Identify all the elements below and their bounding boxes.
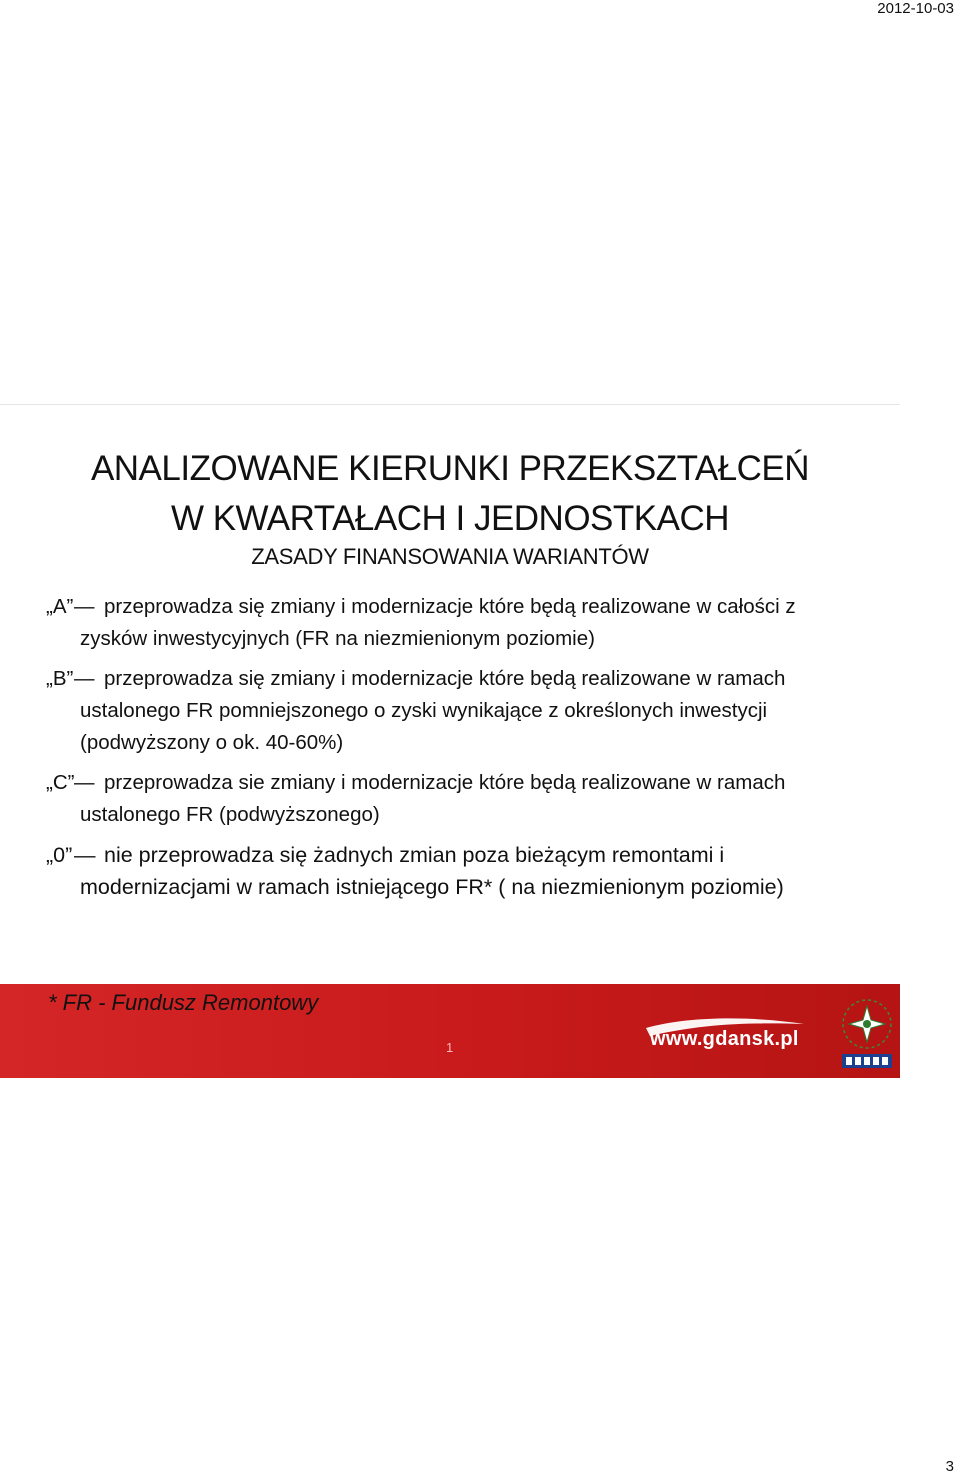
slide [0,404,900,1078]
page-date: 2012-10-03 [877,0,954,17]
variant-code: „0” [46,843,73,867]
title-line-2: W KWARTAŁACH I JEDNOSTKACH [170,499,730,538]
slide-title [0,444,900,544]
slide-divider [0,404,900,405]
variant-item-c [46,767,866,831]
footnote: * FR - Fundusz Remontowy [48,990,319,1015]
variant-text: przeprowadza sie zmiany i modernizacje które będą realizowane w ramach ustalonego FR (podwyższonego) [80,771,786,826]
variant-text: nie przeprowadza się żadnych zmian poza bieżącym remontami i modernizacjami w ramach istniejącego FR* ( na niezmienionym poziomie) [80,843,784,899]
variant-item-a [46,591,866,655]
variant-text: przeprowadza się zmiany i modernizacje które będą realizowane w całości z zysków inwestycyjnych (FR na niezmienionym poziomie) [80,595,796,650]
dash-glyph: — [74,595,95,618]
title-line-1: ANALIZOWANE KIERUNKI PRZEKSZTAŁCEŃ [90,449,810,488]
slide-subtitle: ZASADY FINANSOWANIA WARIANTÓW [251,544,649,569]
variant-item-0 [46,839,866,903]
gdansk-logo-text: www.gdansk.pl [650,1028,799,1050]
page-number: 3 [945,1458,954,1475]
dash-glyph: — [74,843,96,867]
star-emblem-logo-icon [838,996,896,1074]
slide-number: 1 [446,1040,454,1055]
variant-item-b [46,663,866,759]
dash-glyph: — [74,667,95,690]
variant-code: „B” [46,667,74,690]
variant-code: „A” [46,595,74,618]
variant-code: „C” [46,771,75,794]
variant-list [46,591,866,911]
variant-text: przeprowadza się zmiany i modernizacje które będą realizowane w ramach ustalonego FR pomniejszonego o zyski wynikające z określonych inwestycji (podwyższony o ok. 40-60%) [80,667,786,754]
dash-glyph: — [74,771,95,794]
